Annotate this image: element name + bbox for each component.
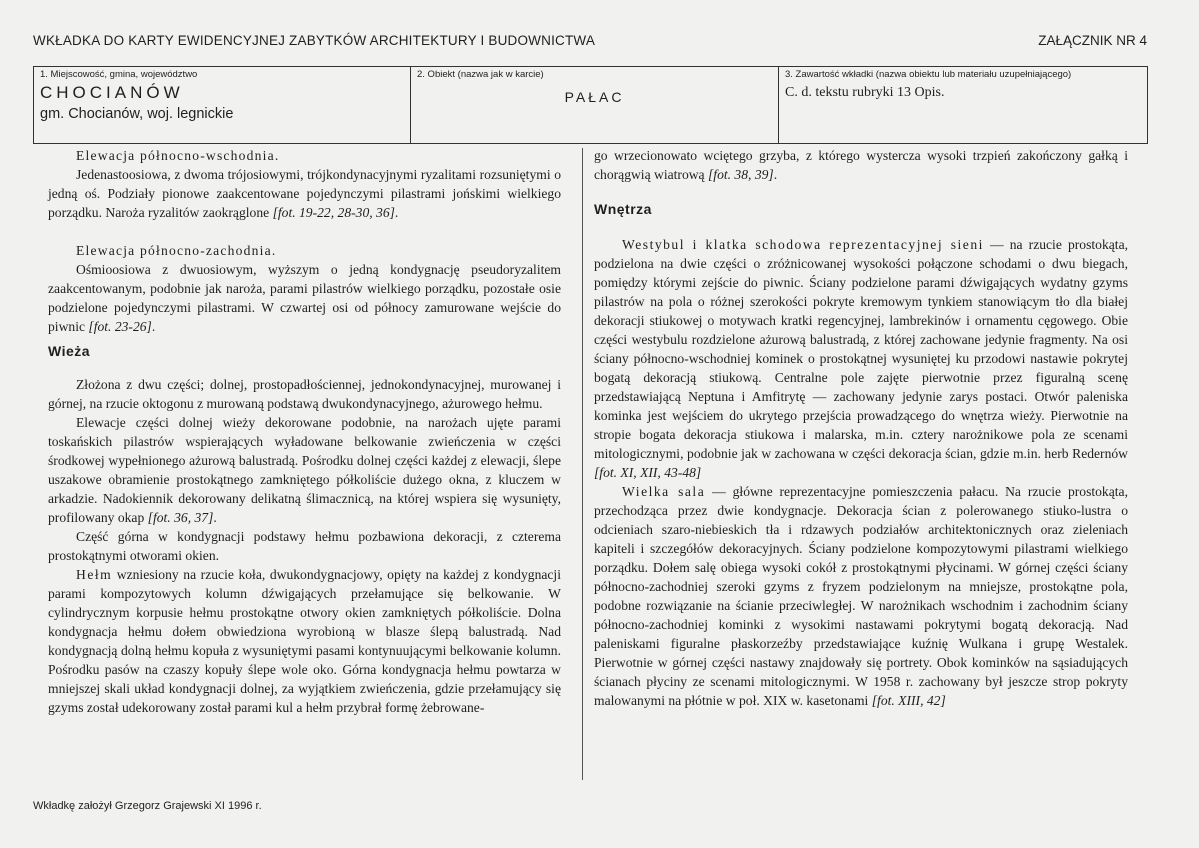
tower-paragraph-2-photo-ref: [fot. 36, 37] [147, 510, 214, 525]
helmet-term: Hełm [76, 567, 113, 582]
locality-name: CHOCIANÓW [40, 83, 184, 102]
nw-elevation-text: Ośmioosiowa z dwuosiowym, wyższym o jedną kondygnację pseudoryzalitem zaakcentowanym, podobnie jak naroża, parami pilastrów wielkiego porządku, pozostałe osie podzielone pojedynczymi pilastrami. W czwartej osi od północy zamurowane wejście do piwnic [48, 262, 561, 334]
object-name: PAŁAC [564, 89, 625, 105]
form-title: WKŁADKA DO KARTY EWIDENCYJNEJ ZABYTKÓW ARCHITEKTURY I BUDOWNICTWA [33, 33, 596, 48]
tower-paragraph-3: Część górna w kondygnacji podstawy hełmu pozbawiona dekoracji, z czterema prostokątnymi otworami okien. [48, 529, 561, 563]
vestibule-photo-ref: [fot. XI, XII, 43-48] [594, 465, 702, 480]
tower-paragraph-2-end: . [213, 510, 217, 525]
locality-label: 1. Miejscowość, gmina, województwo [40, 69, 198, 80]
left-column [48, 146, 561, 717]
vestibule-text: — na rzucie prostokąta, podzielona na dwie części o zróżnicowanej wysokości połączone schodami o dwu biegach, pomiędzy którymi zejście do piwnic. Ściany podzielone parami dźwigających wydatny gzyms pilastrów na pola o różnej szerokości pokryte kremowym tynkiem stanowiącym tło dla białej dekoracji stiukowej o motywach kratki regencyjnej, lambrekinów i ornamentu cęgowego. Obie części westybulu rozdzielone ażurową balustradą, z której zachowane jedynie fragmenty. Na osi ściany północno-wschodniej kominek o prostokątnej wysuniętej ku przodowi nastawie pokrytej bogatą dekoracją stiukową. Centralne pole zajęte pierwotnie przez figuralną scenę przedstawiającą Neptuna i Amfitrytę — zachowany jedynie zarys postaci. Otwór paleniska kominka jest wejściem do ukrytego przejścia prowadzącego do wnętrza wieży. Pierwotnie na stropie bogata dekoracja stiukowa i malarska, m.in. cztery narożnikowe pola ze scenami mitologicznymi, podobnie jak w zachowana w części dekoracja ścian, gdzie m.in. herb Redernów [594, 237, 1128, 461]
spacer [48, 222, 561, 241]
object-cell [410, 67, 778, 143]
object-label: 2. Obiekt (nazwa jak w karcie) [417, 69, 544, 80]
content-cell [778, 67, 1147, 143]
hall-text: — główne reprezentacyjne pomieszczenia pałacu. Na rzucie prostokąta, przechodząca przez dwie kondygnacje. Dekoracja ścian z polerowanego stiuko-lustra o odcieniach szaro-niebieskich tła i rdzawych podziałów architektonicznych oraz zieleniach kapiteli i szczegółów dekoracyjnych. Ściany podzielone kompozytowymi pilastrami wielkiego porządku. Dołem salę obiega wysoki cokół z prostokątnymi płycinami. W górnej części ściany północno-zachodniej szeroki gzyms z fryzem podzielonym na mniejsze, prostokątne pola, podobne rozwiązanie na ścianie przeciwległej. W narożnikach wschodnim i zachodnim ściany północno-zachodniej kominki z wysokimi nastawami pokrytymi bogatą dekoracją. Nad paleniskami figuralne płaskorzeźby przedstawiające kuźnię Wulkana i grupę Westalek. Pierwotnie w górnej części nastawy znajdowały się portrety. Obok kominków na sąsiadujących ścianach płyciny ze scenami mitologicznymi. W 1958 r. zachowany był jeszcze strop pokryty malowanymi na płótnie w poł. XIX w. kasetonami [594, 484, 1128, 708]
hall-paragraph [594, 482, 1128, 710]
locality-cell [34, 67, 410, 143]
locality-commune: gm. Chocianów, woj. legnickie [40, 106, 234, 122]
continuation-text: go wrzecionowato wciętego grzyba, z którego wystercza wysoki trzpień zakończony gałką i chorągwią wiatrową [594, 148, 1128, 182]
tower-paragraph-2 [48, 413, 561, 527]
tower-paragraph-4 [48, 565, 561, 717]
content-label: 3. Zawartość wkładki (nazwa obiektu lub materiału uzupełniającego) [785, 69, 1072, 80]
hall-term: Wielka sala [622, 484, 706, 499]
tower-paragraph-1: Złożona z dwu części; dolnej, prostopadłościennej, jednokondynacyjnej, murowanej i górnej, na rzucie oktogonu z murowaną podstawą dwukondynacyjnego, ażurowego hełmu. [48, 377, 561, 411]
nw-elevation-end: . [151, 319, 156, 334]
nw-elevation-title: Elewacja północno-zachodnia. [76, 243, 277, 258]
ne-elevation-paragraph [48, 165, 561, 222]
vestibule-paragraph [594, 235, 1128, 482]
info-table [33, 66, 1148, 144]
tower-paragraph-4-text: wzniesiony na rzucie koła, dwukondygnacjowy, opięty na każdej z kondygnacji parami kompozytowych kolumn dźwigających przełamujące się belkowanie. W cylindrycznym korpusie hełmu prostokątne otwory okien zamkniętych półkoliście. Dolna kondygnacja hełmu dołem obwiedziona wyrobioną w blasze ślepą balustradą. Nad kondygnacją dolną hełmu kopuła z wysuniętymi pasami kontynuującymi belkowanie kolumn. Pośrodku pasów na czaszy kopuły ślepe wole oko. Górna kondygnacja hełmu powtarza w mniejszej skali układ kondygnacji dolnej, za wyjątkiem zwieńczenia, gdzie przełamujący się gzyms został udekorowany został parami kul a hełm przybrał formę żebrowane- [48, 567, 561, 715]
tower-heading: Wieża [48, 343, 91, 359]
right-column [594, 146, 1128, 710]
tower-paragraph-2-text: Elewacje części dolnej wieży dekorowane podobnie, na narożach ujęte parami toskańskich pilastrów wspierających wyładowane belkowanie zwieńczenia w części środkowej wypełnionego ażurową balustradą. Pośrodku dolnej części każdej z elewacji, ślepe uszakowe obramienie prostokątnego zamkniętego półkoliście dużego okna, z kluczem w arkadzie. Nadokiennik dekorowany delikatną ślimacznicą, na której wspiera się wysunięty, profilowany okap [48, 415, 561, 525]
hall-photo-ref: [fot. XIII, 42] [871, 693, 946, 708]
vestibule-term: Westybul i klatka schodowa reprezentacyjnej sieni [622, 237, 984, 252]
nw-elevation-photo-ref: [fot. 23-26] [88, 319, 152, 334]
annex-number: ZAŁĄCZNIK NR 4 [1038, 33, 1147, 48]
author-note: Wkładkę założył Grzegorz Grajewski XI 1996 r. [33, 800, 262, 812]
content-value: C. d. tekstu rubryki 13 Opis. [785, 85, 945, 100]
ne-elevation-photo-ref: [fot. 19-22, 28-30, 36] [272, 205, 395, 220]
ne-elevation-text: Jedenastoosiowa, z dwoma trójosiowymi, trójkondynacyjnymi ryzalitami rozsuniętymi o jedną oś. Podziały pionowe zaakcentowane pojedynczymi pilastrami jońskimi wielkiego porządku. Naroża ryzalitów zaokrąglone [48, 167, 561, 220]
continuation-paragraph [594, 146, 1128, 184]
ne-elevation-end: . [394, 205, 399, 220]
nw-elevation-paragraph [48, 260, 561, 336]
column-divider [582, 148, 583, 780]
continuation-end: . [773, 167, 778, 182]
ne-elevation-title: Elewacja północno-wschodnia. [76, 148, 280, 163]
continuation-photo-ref: [fot. 38, 39] [708, 167, 774, 182]
interiors-heading: Wnętrza [594, 201, 652, 217]
